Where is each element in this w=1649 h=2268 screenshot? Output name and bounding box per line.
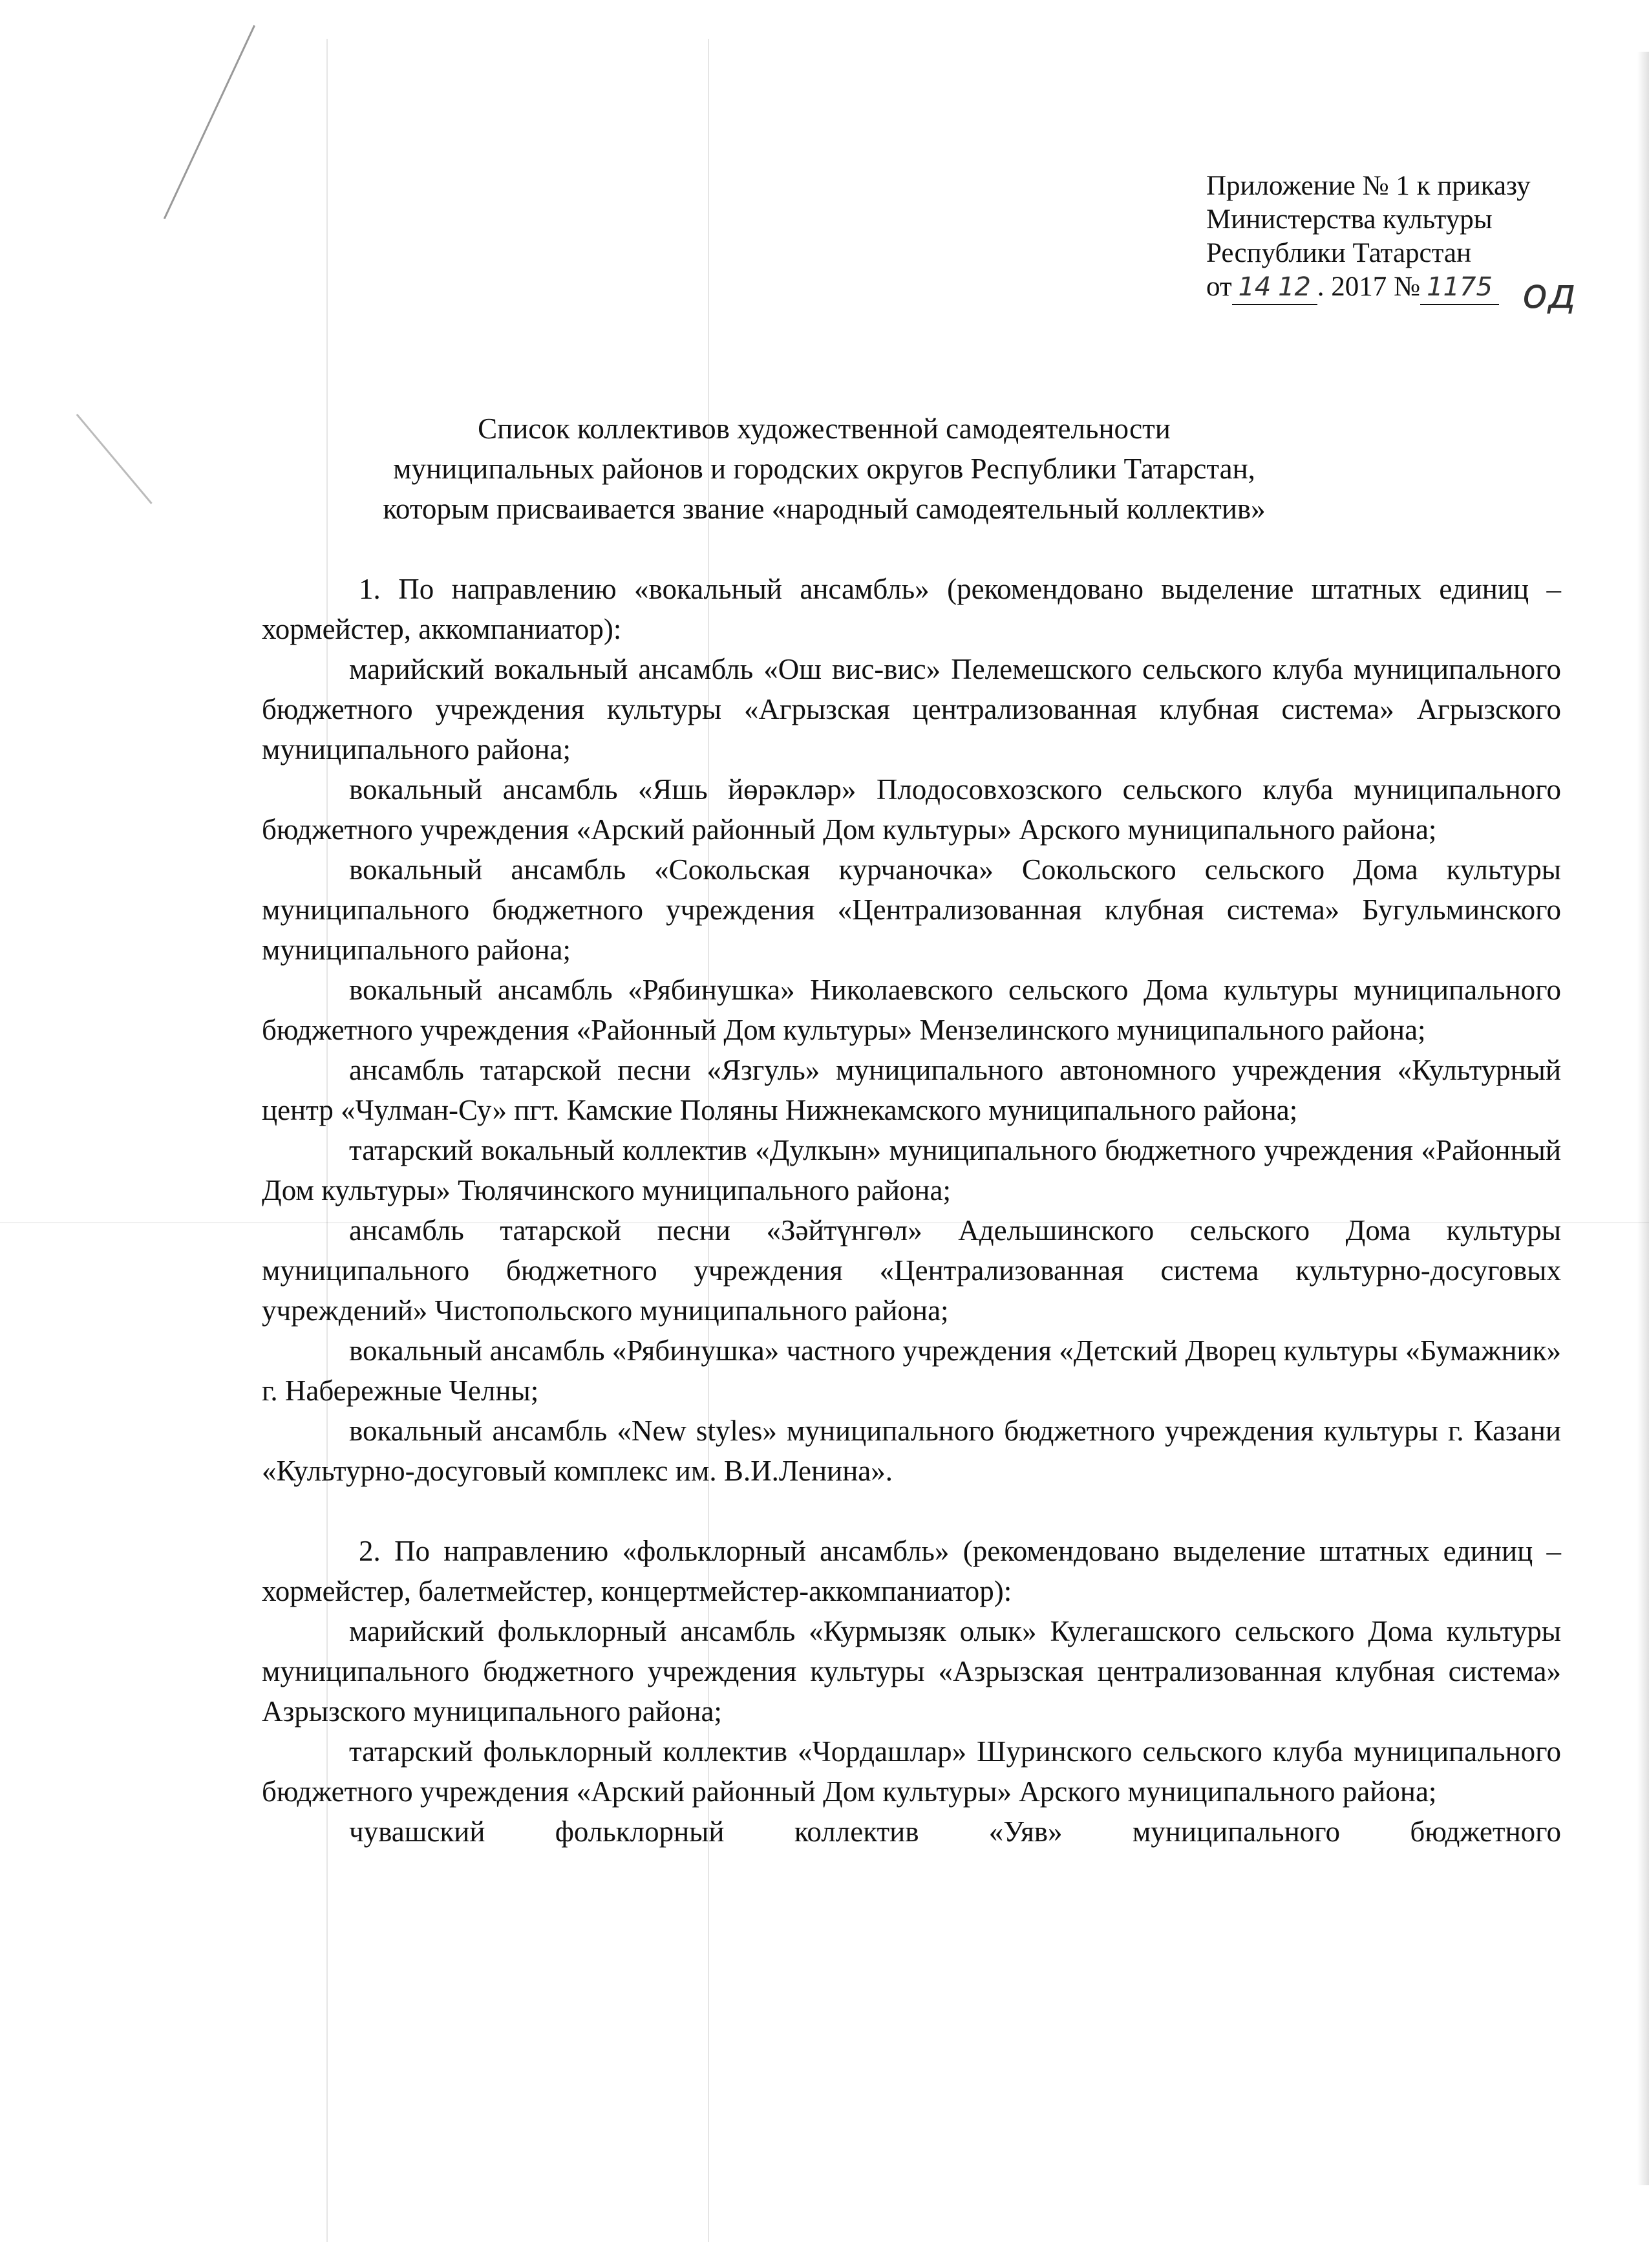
section-heading: 2. По направлению «фольклорный ансамбль» (рекомендовано выделение штатных единиц – хормейстер, балетмейстер, концертмейстер-аккомпаниатор): [262,1535,1561,1607]
document-title [259,409,1390,529]
scan-edge-shadow [1637,52,1649,2185]
list-item: вокальный ансамбль «Рябинушка» Николаевского сельского Дома культуры муниципального бюджетного учреждения «Районный Дом культуры» Мензелинского муниципального района; [262,974,1561,1046]
list-item: ансамбль татарской песни «Зәйтүнгөл» Адельшинского сельского Дома культуры муниципального бюджетного учреждения «Централизованная система культурно-досуговых учреждений» Чистопольского муниципального района; [262,1214,1561,1327]
date-day: 14 [1238,272,1271,302]
date-year: . 2017 № [1317,272,1421,302]
appendix-line: Министерства культуры [1206,204,1493,235]
document-body [262,569,1561,1852]
list-item: ансамбль татарской песни «Язгуль» муниципального автономного учреждения «Культурный центр «Чулман-Су» пгт. Камские Поляны Нижнекамского муниципального района; [262,1054,1561,1126]
appendix-line: Приложение № 1 к приказу [1206,171,1531,201]
scan-fold-line [164,25,255,219]
list-item: татарский фольклорный коллектив «Чордашлар» Шуринского сельского клуба муниципального бюджетного учреждения «Арский районный Дом культуры» Арского муниципального района; [262,1735,1561,1808]
list-item: татарский вокальный коллектив «Дулкын» муниципального бюджетного учреждения «Районный Дом культуры» Тюлячинского муниципального района; [262,1134,1561,1206]
section-heading: 1. По направлению «вокальный ансамбль» (рекомендовано выделение штатных единиц – хормейстер, аккомпаниатор): [262,573,1561,645]
list-item: вокальный ансамбль «Рябинушка» частного учреждения «Детский Дворец культуры «Бумажник» г. Набережные Челны; [262,1334,1561,1407]
date-month: 12 [1278,272,1312,302]
section-spacer [262,1491,1561,1531]
appendix-date-line [1206,270,1531,305]
list-item: вокальный ансамбль «New styles» муниципального бюджетного учреждения культуры г. Казани «Культурно-досуговый комплекс им. В.И.Ленина». [262,1415,1561,1487]
appendix-block [1206,169,1531,305]
title-line: муниципальных районов и городских округов Республики Татарстан, [393,453,1255,485]
list-item: вокальный ансамбль «Яшь йөрәкләр» Плодосовхозского сельского клуба муниципального бюджетного учреждения «Арский районный Дом культуры» Арского муниципального района; [262,773,1561,846]
order-number: 1175 [1427,272,1493,302]
handwritten-note: од [1522,270,1577,318]
scan-fold-line [76,414,153,504]
date-blank [1232,270,1317,305]
title-line: которым присваивается звание «народный самодеятельный коллектив» [383,493,1266,525]
date-prefix: от [1206,272,1232,302]
list-item: чувашский фольклорный коллектив «Уяв» муниципального бюджетного [349,1815,1561,1848]
title-line: Список коллективов художественной самодеятельности [478,412,1171,445]
list-item: марийский фольклорный ансамбль «Курмызяк олык» Кулегашского сельского Дома культуры муниципального бюджетного учреждения культуры «Азрызская централизованная клубная система» Азрызского муниципального района; [262,1615,1561,1728]
order-number-blank [1420,270,1499,305]
list-item: марийский вокальный ансамбль «Ош вис-вис» Пелемешского сельского клуба муниципального бюджетного учреждения культуры «Агрызская централизованная клубная система» Агрызского муниципального района; [262,653,1561,765]
list-item: вокальный ансамбль «Сокольская курчаночка» Сокольского сельского Дома культуры муниципального бюджетного учреждения «Централизованная клубная система» Бугульминского муниципального района; [262,853,1561,966]
appendix-line: Республики Татарстан [1206,238,1472,268]
